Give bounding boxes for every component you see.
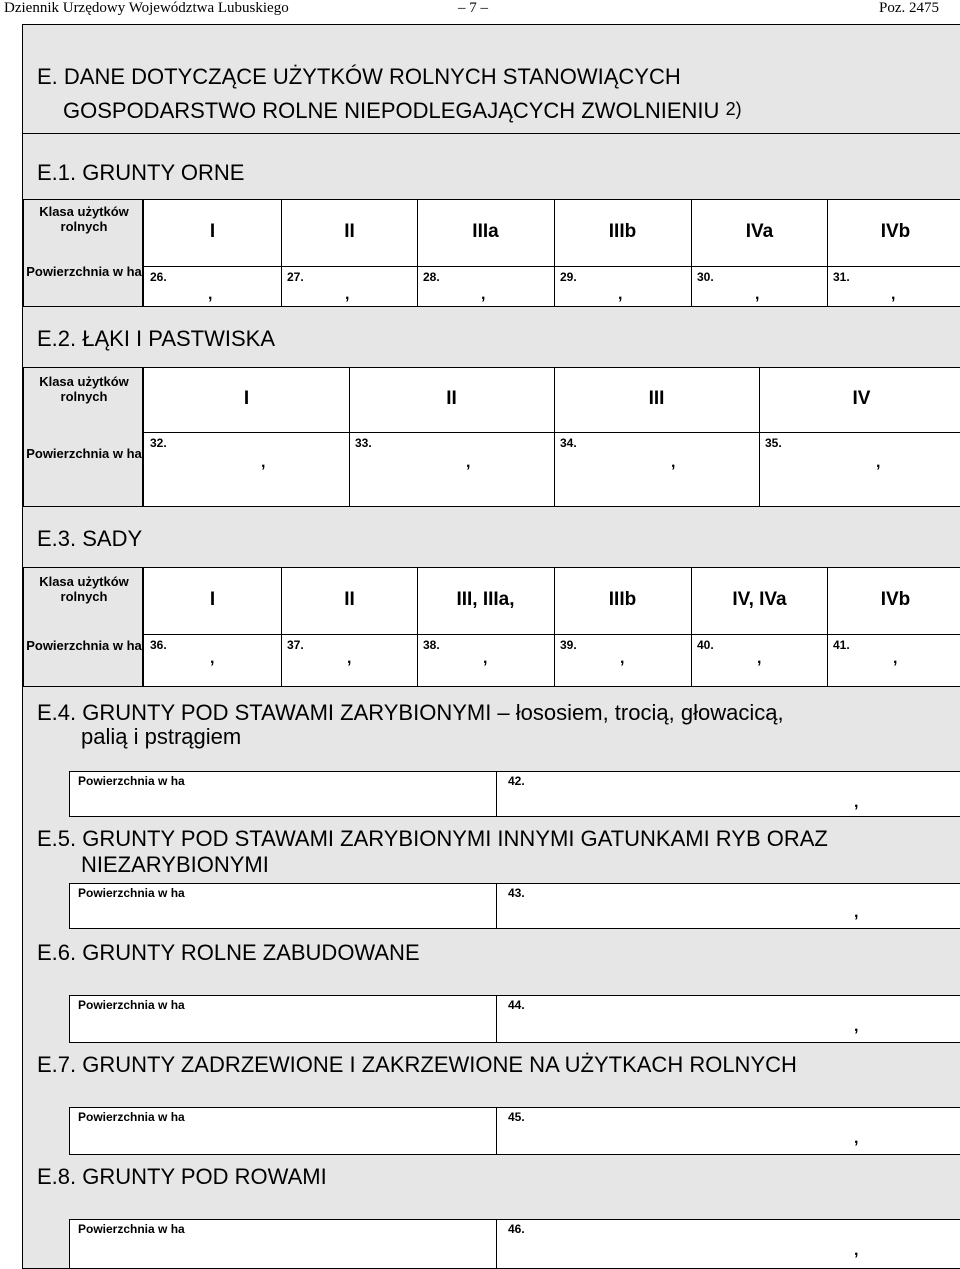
e1-class-5: IVa <box>745 221 774 242</box>
e3-area-input-5[interactable] <box>692 635 827 684</box>
e1-area-input-3[interactable] <box>418 267 553 304</box>
e2-class-2: II <box>446 388 457 409</box>
e5-title-line1: E.5. GRUNTY POD STAWAMI ZARYBIONYMI INNYMI GATUNKAMI RYB ORAZ <box>37 826 828 851</box>
e1-field-number-5: 30. <box>697 270 714 284</box>
e3-decimal-comma-5: , <box>757 650 762 667</box>
e1-area-input-2[interactable] <box>282 267 417 304</box>
e3-decimal-comma-1: , <box>210 650 215 667</box>
e3-class-5: IV, IVa <box>732 589 787 610</box>
footnote-ref: 2) <box>725 99 742 119</box>
e3-decimal-comma-3: , <box>483 650 488 667</box>
e7-field-number: 45. <box>508 1110 525 1124</box>
e1-field-number-1: 26. <box>150 270 167 284</box>
e1-area-label: Powierzchnia w ha <box>26 264 142 279</box>
e3-class-1: I <box>209 589 216 610</box>
e3-field-number-2: 37. <box>287 638 304 652</box>
e8-area-row <box>69 1219 960 1269</box>
e3-area-input-6[interactable] <box>828 635 960 684</box>
e1-class-2: II <box>344 221 355 242</box>
e3-area-input-3[interactable] <box>418 635 553 684</box>
e2-field-number-4: 35. <box>765 436 782 450</box>
e3-field-number-5: 40. <box>697 638 714 652</box>
e1-area-input-5[interactable] <box>692 267 827 304</box>
e1-decimal-comma-5: , <box>755 286 760 303</box>
e5-field-number: 43. <box>508 886 525 900</box>
e2-decimal-comma-1: , <box>261 454 266 471</box>
e3-class-6: IVb <box>880 589 911 610</box>
e2-decimal-comma-2: , <box>466 454 471 471</box>
e4-decimal-comma: , <box>854 794 859 811</box>
e3-area-input-2[interactable] <box>282 635 417 684</box>
e2-decimal-comma-4: , <box>876 454 881 471</box>
e6-area-input[interactable] <box>498 996 960 1042</box>
e1-field-number-3: 28. <box>423 270 440 284</box>
e3-title: E.3. SADY <box>37 526 143 551</box>
e2-area-input-3[interactable] <box>555 433 758 504</box>
position-number: Poz. 2475 <box>879 0 939 16</box>
e4-area-row <box>69 771 960 817</box>
e2-area-input-4[interactable] <box>760 433 960 504</box>
e6-area-row <box>69 995 960 1043</box>
e1-field-number-2: 27. <box>287 270 304 284</box>
e6-field-number: 44. <box>508 998 525 1012</box>
e8-decimal-comma: , <box>854 1242 859 1259</box>
e3-class-4: IIIb <box>608 589 637 610</box>
e4-field-number: 42. <box>508 774 525 788</box>
e2-field-number-3: 34. <box>560 436 577 450</box>
page-number: – 7 – <box>458 0 488 16</box>
e2-title: E.2. ŁĄKI I PASTWISKA <box>37 326 276 351</box>
e3-decimal-comma-6: , <box>893 650 898 667</box>
e2-class-4: IV <box>852 388 871 409</box>
e2-field-number-1: 32. <box>150 436 167 450</box>
e6-decimal-comma: , <box>854 1018 859 1035</box>
e2-label-column <box>23 367 143 507</box>
e5-area-row <box>69 883 960 929</box>
e6-area-label: Powierzchnia w ha <box>78 998 185 1012</box>
e1-field-number-6: 31. <box>833 270 850 284</box>
e3-decimal-comma-2: , <box>347 650 352 667</box>
e1-class-4: IIIb <box>608 221 637 242</box>
e4-title-line2: palią i pstrągiem <box>81 724 242 749</box>
section-e-title-line1: E. DANE DOTYCZĄCE UŻYTKÓW ROLNYCH STANOWIĄCYCH <box>37 64 681 89</box>
e4-area-input[interactable] <box>498 772 960 816</box>
e1-title: E.1. GRUNTY ORNE <box>37 160 245 185</box>
e1-area-input-1[interactable] <box>145 267 280 304</box>
e1-decimal-comma-3: , <box>481 286 486 303</box>
e2-area-label: Powierzchnia w ha <box>26 446 142 461</box>
e1-area-input-6[interactable] <box>828 267 960 304</box>
e3-class-label: Klasa użytków rolnych <box>39 574 129 604</box>
e2-class-label: Klasa użytków rolnych <box>39 374 129 404</box>
e2-area-input-2[interactable] <box>350 433 553 504</box>
e5-area-label: Powierzchnia w ha <box>78 886 185 900</box>
e1-decimal-comma-2: , <box>345 286 350 303</box>
e7-decimal-comma: , <box>854 1130 859 1147</box>
e7-area-label: Powierzchnia w ha <box>78 1110 185 1124</box>
e1-decimal-comma-1: , <box>208 286 213 303</box>
e7-area-row <box>69 1107 960 1155</box>
e3-field-number-6: 41. <box>833 638 850 652</box>
e3-area-label: Powierzchnia w ha <box>26 638 142 653</box>
e1-class-label: Klasa użytków rolnych <box>39 204 129 234</box>
e6-title: E.6. GRUNTY ROLNE ZABUDOWANE <box>37 940 420 965</box>
e3-area-input-1[interactable] <box>145 635 280 684</box>
e2-field-number-2: 33. <box>355 436 372 450</box>
e3-area-input-4[interactable] <box>555 635 690 684</box>
e2-class-3: III <box>648 388 665 409</box>
e1-decimal-comma-6: , <box>891 286 896 303</box>
e3-label-column <box>23 567 143 687</box>
e4-area-label: Powierzchnia w ha <box>78 774 185 788</box>
e8-area-label: Powierzchnia w ha <box>78 1222 185 1236</box>
e3-class-3: III, IIIa, <box>456 589 515 610</box>
e1-decimal-comma-4: , <box>618 286 623 303</box>
section-e-title-line2: GOSPODARSTWO ROLNE NIEPODLEGAJĄCYCH ZWOLNIENIU 2) <box>63 98 742 123</box>
e3-decimal-comma-4: , <box>620 650 625 667</box>
e4-title-line1: E.4. GRUNTY POD STAWAMI ZARYBIONYMI – łososiem, trocią, głowacicą, <box>37 700 784 725</box>
e3-field-number-4: 39. <box>560 638 577 652</box>
e5-decimal-comma: , <box>854 904 859 921</box>
e1-class-1: I <box>209 221 216 242</box>
e1-class-6: IVb <box>880 221 911 242</box>
page-header <box>0 0 960 18</box>
e3-field-number-3: 38. <box>423 638 440 652</box>
e2-decimal-comma-3: , <box>671 454 676 471</box>
e1-class-3: IIIa <box>472 221 499 242</box>
e2-area-input-1[interactable] <box>145 433 348 504</box>
e7-area-input[interactable] <box>498 1108 960 1154</box>
e2-class-1: I <box>243 388 250 409</box>
e8-title: E.8. GRUNTY POD ROWAMI <box>37 1164 327 1189</box>
e3-class-2: II <box>344 589 355 610</box>
e1-label-column <box>23 199 143 307</box>
e7-title: E.7. GRUNTY ZADRZEWIONE I ZAKRZEWIONE NA UŻYTKACH ROLNYCH <box>37 1052 797 1077</box>
e1-field-number-4: 29. <box>560 270 577 284</box>
journal-title: Dziennik Urzędowy Województwa Lubuskiego <box>4 0 289 16</box>
e1-area-input-4[interactable] <box>555 267 690 304</box>
e5-area-input[interactable] <box>498 884 960 928</box>
form-section-e <box>22 24 960 1269</box>
e2-grid <box>143 367 960 507</box>
e1-grid <box>143 199 960 307</box>
e3-grid <box>143 567 960 687</box>
e3-field-number-1: 36. <box>150 638 167 652</box>
e5-title-line2: NIEZARYBIONYMI <box>81 852 269 877</box>
e8-area-input[interactable] <box>498 1220 960 1268</box>
e8-field-number: 46. <box>508 1222 525 1236</box>
